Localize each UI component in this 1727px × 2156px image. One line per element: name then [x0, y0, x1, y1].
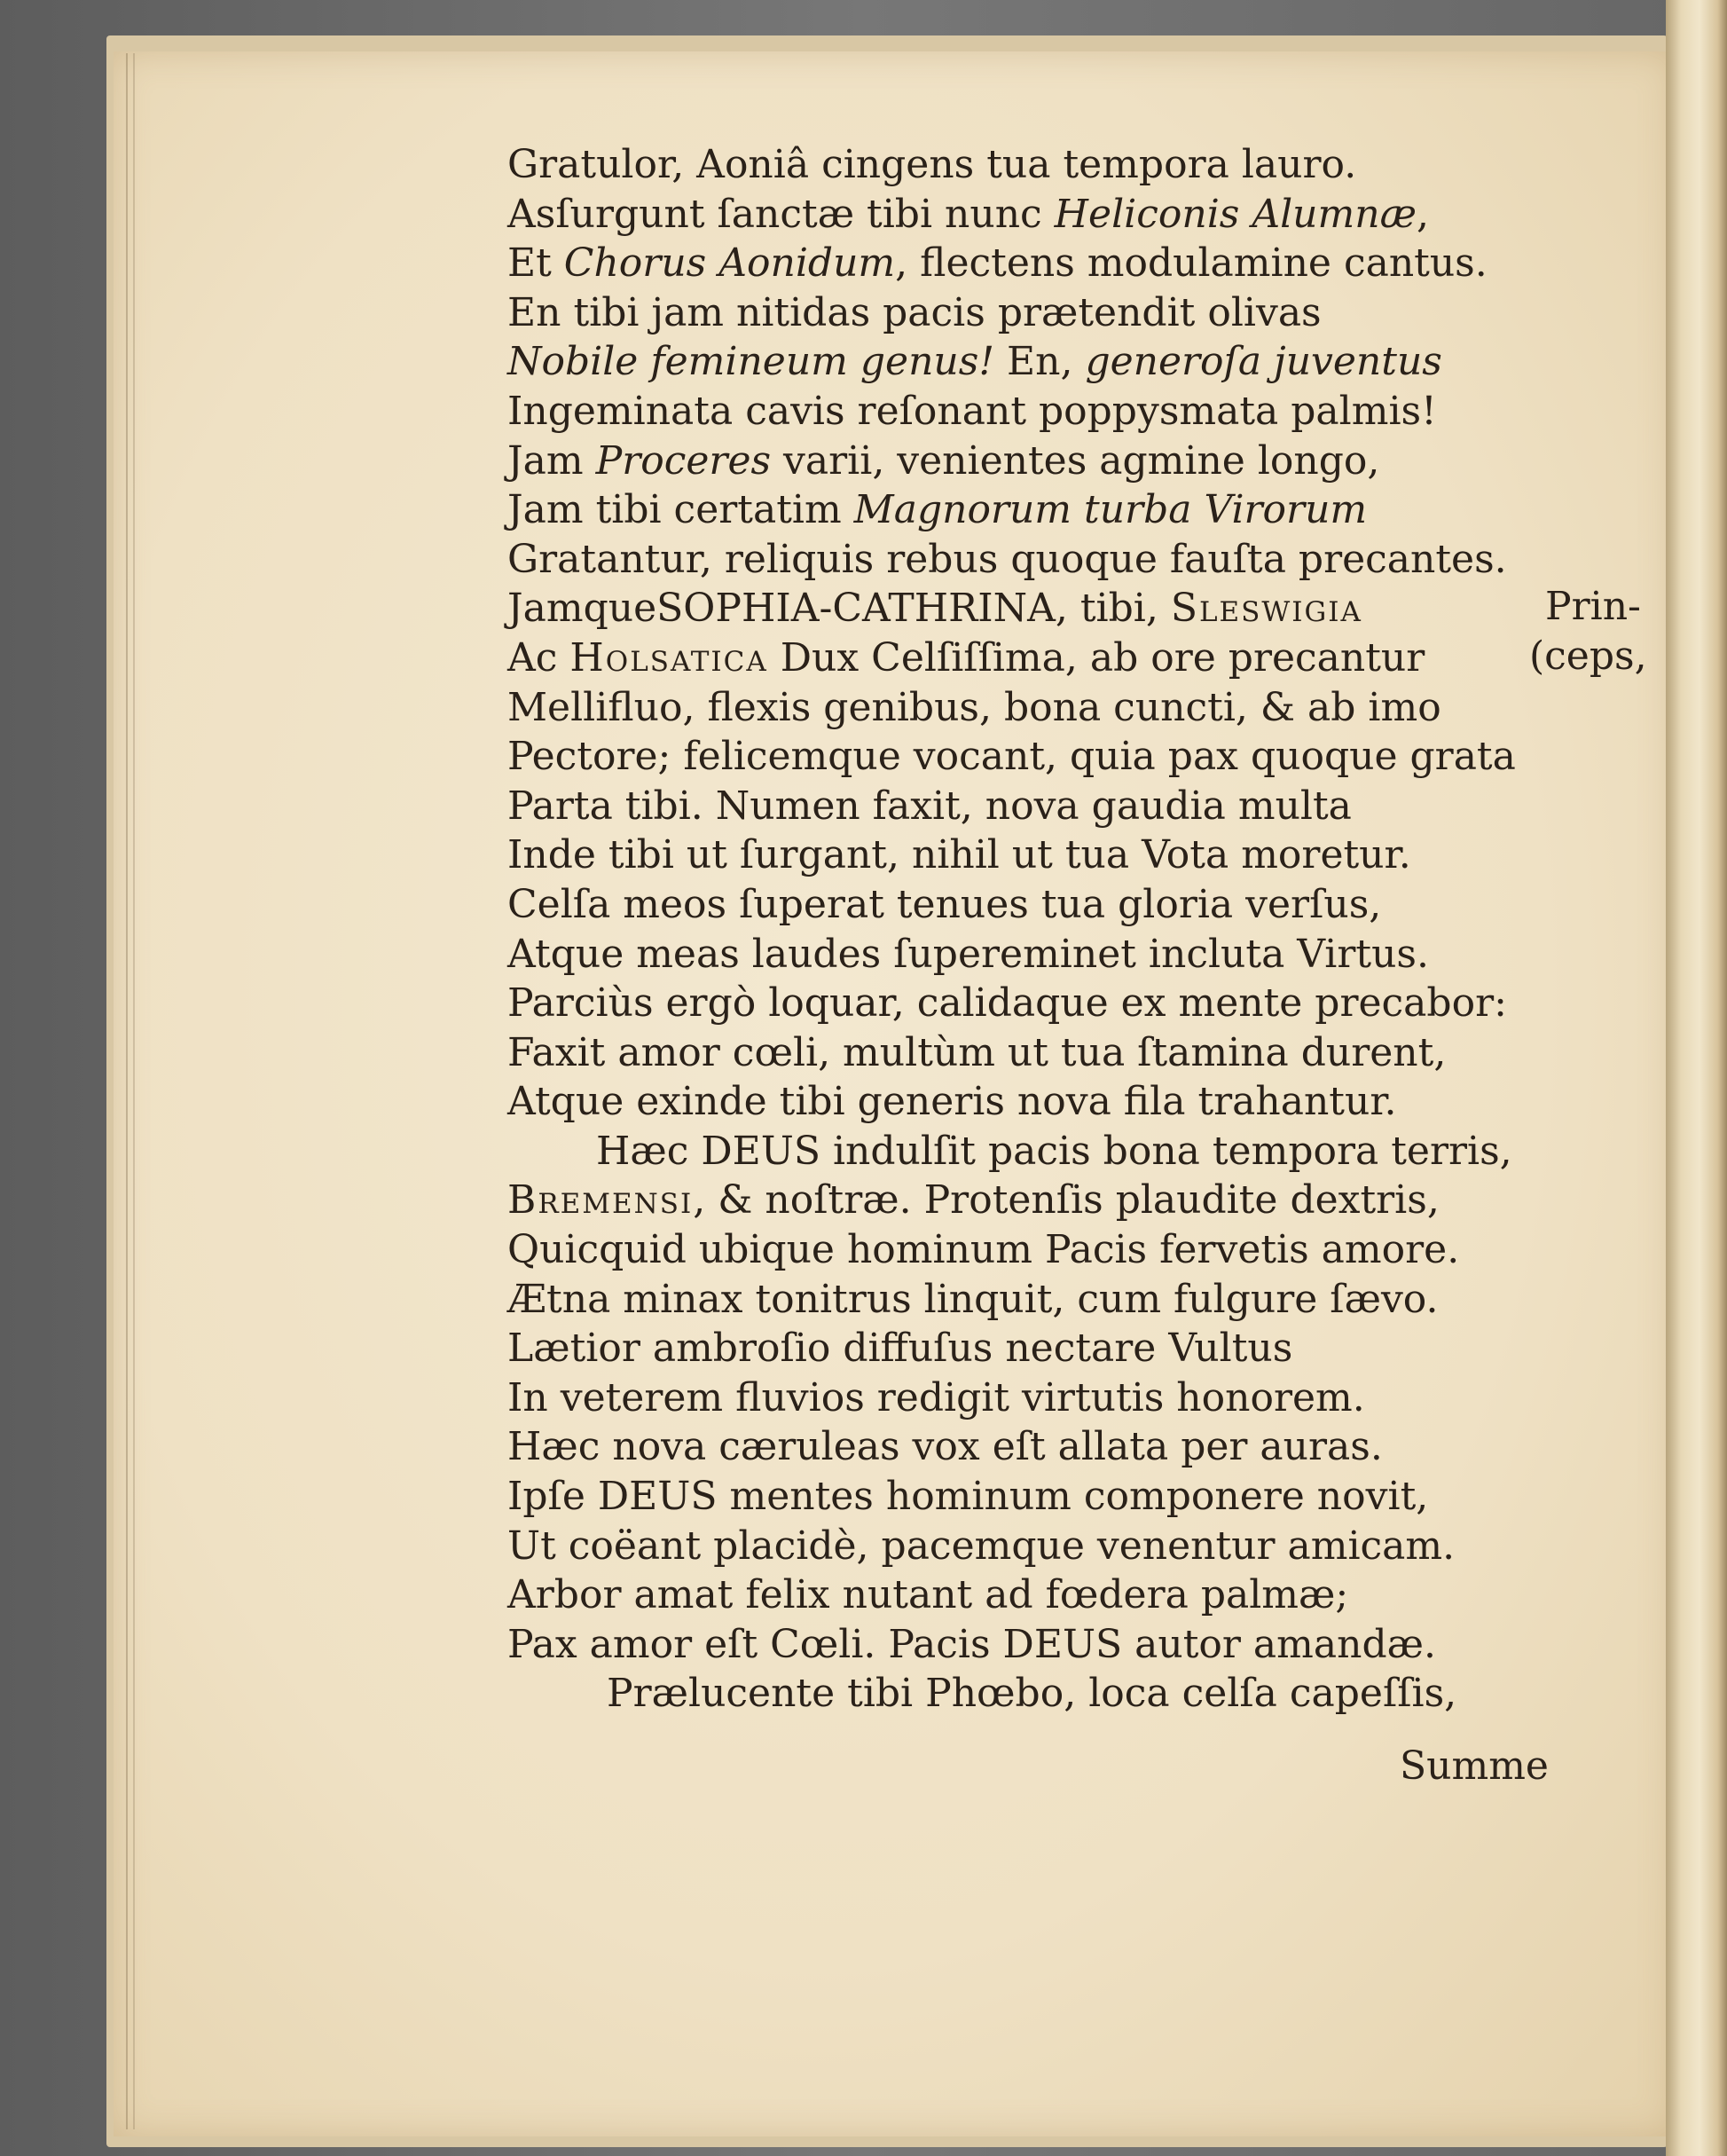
poem-line: [507, 1422, 1660, 1472]
poem-segment: Celſa meos ſuperat tenues tua gloria verſus,: [507, 881, 1382, 927]
poem-segment: ,: [1416, 191, 1429, 237]
poem-segment: En,: [994, 339, 1086, 385]
poem-segment: Parciùs ergò loquar, calidaque ex mente precabor:: [507, 980, 1507, 1027]
poem-segment: JamqueSOPHIA-CATHRINA, tibi,: [507, 586, 1171, 632]
poem-segment: Bremensi: [507, 1177, 694, 1224]
poem-segment: Hæc DEUS indulſit pacis bona tempora terris,: [596, 1128, 1512, 1174]
catchword: Summe: [1400, 1743, 1549, 1789]
poem-line: [507, 1620, 1660, 1670]
poem-segment: En tibi jam nitidas pacis prætendit olivas: [507, 289, 1322, 335]
poem-line: [507, 1028, 1660, 1078]
poem-line: [507, 732, 1660, 782]
poem-segment: Faxit amor cœli, multùm ut tua ſtamina durent,: [507, 1029, 1447, 1075]
poem-segment: varii, venientes agmine longo,: [771, 437, 1380, 484]
poem-line: [507, 485, 1660, 535]
poem-segment: Et: [507, 240, 564, 287]
poem-segment: Jam: [507, 437, 596, 484]
poem-segment: generoſa juventus: [1085, 339, 1442, 385]
poem-segment: In veterem fluvios redigit virtutis honorem.: [507, 1374, 1365, 1420]
poem-line: [507, 387, 1660, 437]
poem-segment: Asſurgunt ſanctæ tibi nunc: [507, 191, 1055, 237]
margin-note-ceps: (ceps,: [1529, 633, 1647, 679]
poem-segment: Heliconis Alumnæ: [1054, 191, 1417, 237]
poem-segment: Inde tibi ut ſurgant, nihil ut tua Vota moretur.: [507, 832, 1411, 878]
poem-line: [507, 979, 1660, 1028]
poem-line: [507, 1176, 1660, 1225]
poem-segment: Holsatica: [569, 634, 768, 681]
poem-segment: Proceres: [595, 437, 772, 484]
poem-segment: Ut coëant placidè, pacemque venentur amicam.: [507, 1523, 1456, 1569]
poem-segment: Magnorum turba Virorum: [853, 487, 1368, 533]
poem-line: [507, 1127, 1660, 1176]
poem-segment: Prælucente tibi Phœbo, loca celſa capeſſis,: [607, 1671, 1457, 1717]
poem-line: [507, 1077, 1660, 1127]
poem-line: [507, 1472, 1660, 1522]
poem-line: [507, 633, 1660, 683]
poem-segment: Jam tibi certatim: [507, 487, 854, 533]
poem-segment: Dux Celſiſſima, ab ore precantur: [767, 634, 1425, 681]
poem-segment: Pax amor eſt Cœli. Pacis DEUS autor amandæ.: [507, 1621, 1436, 1667]
margin-note-prin: Prin-: [1545, 584, 1641, 629]
poem-line: [507, 1225, 1660, 1275]
poem-line: [507, 140, 1660, 190]
poem-line: [507, 288, 1660, 338]
poem-line: [507, 437, 1660, 486]
poem-segment: Parta tibi. Numen faxit, nova gaudia multa: [507, 783, 1352, 829]
poem-line: [507, 535, 1660, 585]
poem-segment: Ingeminata cavis reſonant poppysmata palmis!: [507, 388, 1437, 434]
poem-line: [507, 1324, 1660, 1373]
poem-segment: Pectore; felicemque vocant, quia pax quoque grata: [507, 734, 1516, 780]
facing-page-edge: [1666, 0, 1727, 2156]
poem-segment: Sleswigia: [1170, 586, 1362, 632]
poem-line: [507, 782, 1660, 831]
poem-segment: , & noſtræ. Protenſis plaudite dextris,: [693, 1177, 1440, 1224]
poem-segment: Atque exinde tibi generis nova fila trahantur.: [507, 1079, 1397, 1125]
poem-line: [507, 1373, 1660, 1423]
poem-segment: Chorus Aonidum: [563, 240, 896, 287]
poem-segment: Quicquid ubique hominum Pacis fervetis amore.: [507, 1227, 1460, 1273]
poem-segment: Arbor amat felix nutant ad fœdera palmæ;: [507, 1572, 1349, 1618]
poem-segment: Hæc nova cæruleas vox eſt allata per auras.: [507, 1424, 1383, 1470]
poem-text: [507, 140, 1660, 1719]
poem-line: [507, 880, 1660, 930]
poem-segment: Mellifluo, flexis genibus, bona cuncti, & ab imo: [507, 684, 1441, 730]
poem-segment: Gratulor, Aoniâ cingens tua tempora lauro.: [507, 142, 1357, 187]
poem-line: [507, 930, 1660, 980]
poem-line: [507, 190, 1660, 240]
poem-line: [507, 683, 1660, 733]
poem-segment: Lætior ambroſio diffuſus nectare Vultus: [507, 1326, 1293, 1372]
page-edge-line: [126, 53, 128, 2129]
poem-segment: Atque meas laudes ſupereminet incluta Virtus.: [507, 931, 1429, 977]
poem-line: [507, 830, 1660, 880]
poem-line: [507, 1275, 1660, 1325]
poem-segment: Ætna minax tonitrus linquit, cum fulgure ſævo.: [507, 1276, 1439, 1322]
poem-line: [507, 1669, 1660, 1719]
poem-line: [507, 239, 1660, 288]
poem-segment: Ac: [507, 634, 570, 681]
poem-segment: Gratantur, reliquis rebus quoque fauſta precantes.: [507, 536, 1507, 582]
poem-segment: , flectens modulamine cantus.: [895, 240, 1488, 287]
poem-line: [507, 1522, 1660, 1571]
poem-line: [507, 337, 1660, 387]
poem-line: [507, 584, 1660, 633]
poem-segment: Nobile femineum genus!: [507, 339, 995, 385]
poem-line: [507, 1570, 1660, 1620]
page-edge-line: [133, 53, 135, 2129]
poem-segment: Ipſe DEUS mentes hominum componere novit,: [507, 1474, 1429, 1520]
